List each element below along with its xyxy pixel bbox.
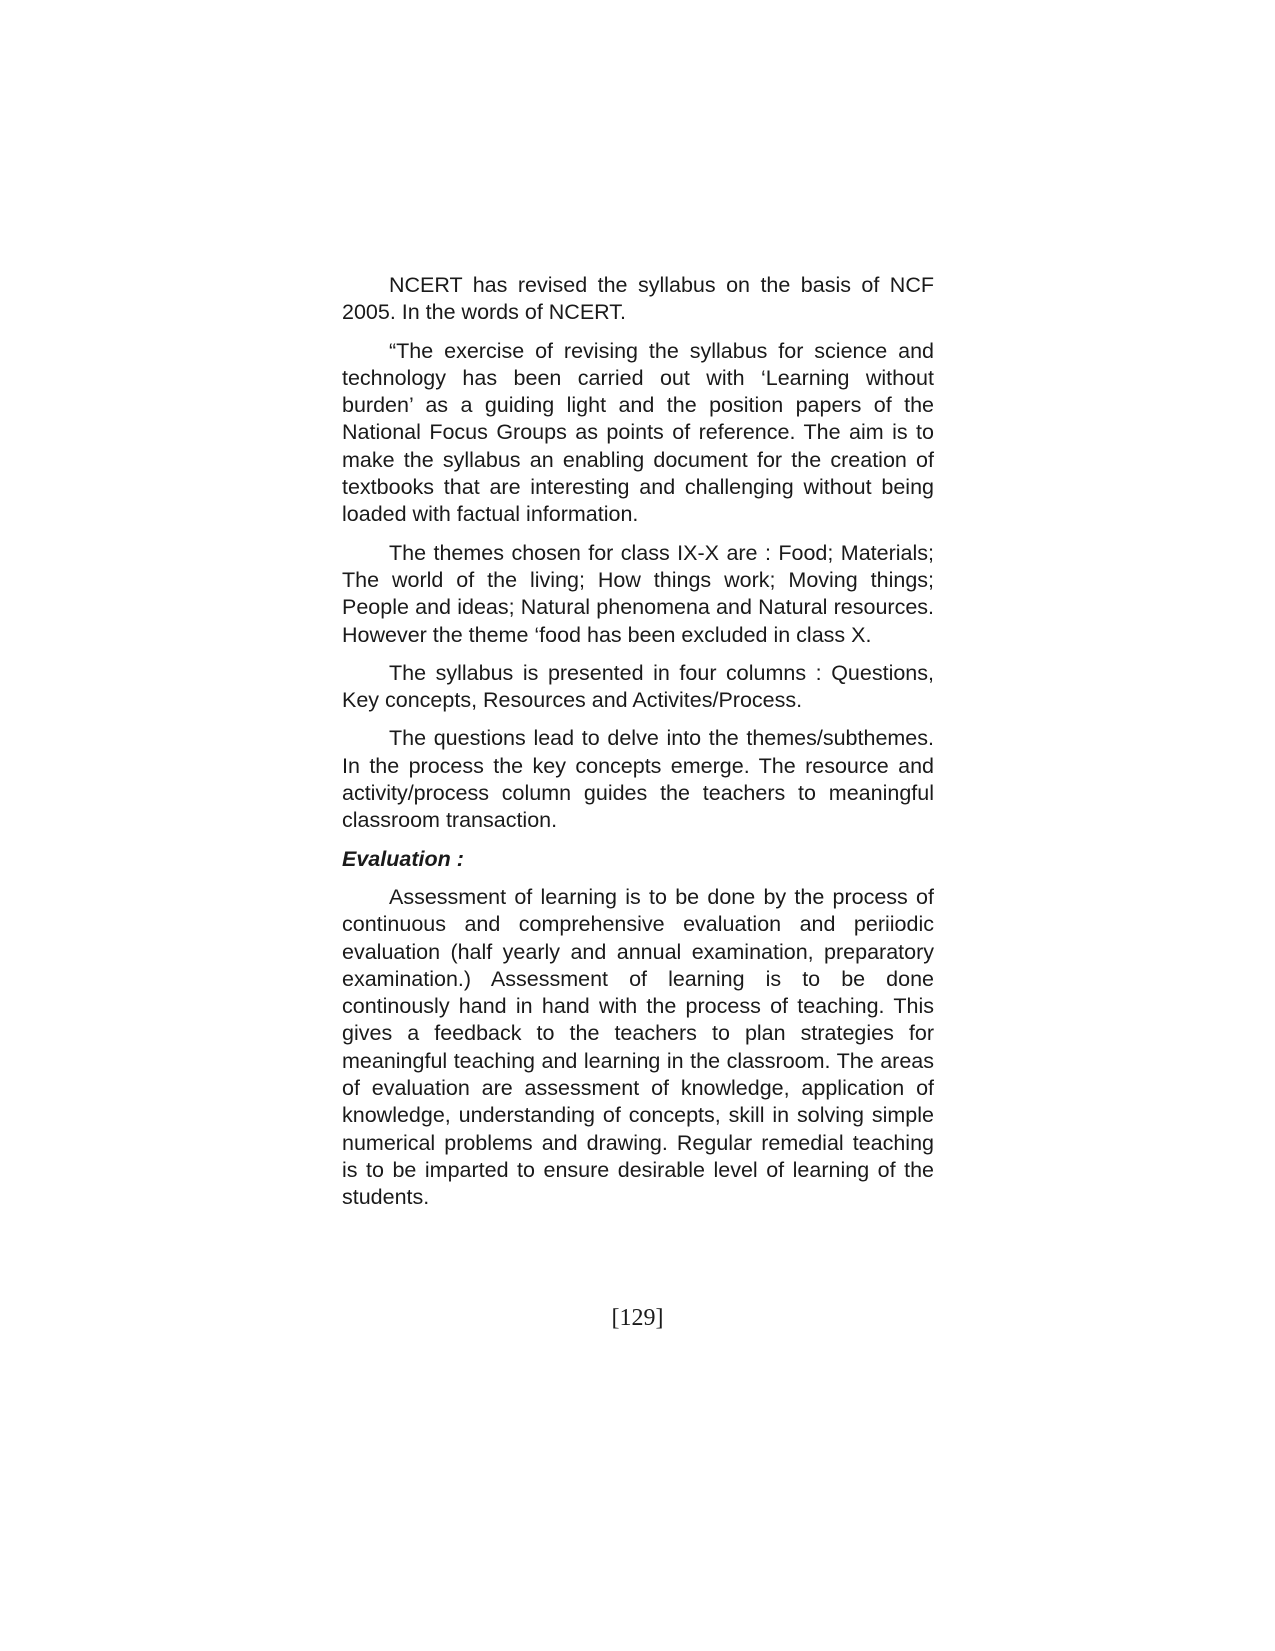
- paragraph-themes: The themes chosen for class IX-X are : Food; Materials; The world of the living; How things work; Moving things; People and ideas; Natural phenomena and Natural resources. However the theme ‘food has been excluded in class X.: [342, 540, 934, 647]
- paragraph-ncert-intro: NCERT has revised the syllabus on the basis of NCF 2005. In the words of NCERT.: [342, 273, 934, 325]
- page-number: [129]: [611, 1305, 664, 1331]
- evaluation-heading: Evaluation :: [342, 846, 464, 871]
- paragraph-columns: The syllabus is presented in four columns : Questions, Key concepts, Resources and Activites/Process.: [342, 660, 934, 713]
- text-column: [342, 272, 934, 1223]
- paragraph-questions: The questions lead to delve into the themes/subthemes. In the process the key concepts emerge. The resource and activity/process column guides the teachers to meaningful classroom transaction.: [342, 726, 934, 833]
- paragraph-ncert-quote: “The exercise of revising the syllabus for science and technology has been carried out with ‘Learning without burden’ as a guiding light and the position papers of the National Focus Groups as points of reference. The aim is to make the syllabus an enabling document for the creation of textbooks that are interesting and challenging without being loaded with factual information.: [342, 338, 934, 527]
- paragraph-evaluation: Assessment of learning is to be done by the process of continuous and comprehensive evaluation and periiodic evaluation (half yearly and annual examination, preparatory examination.) Assessment of learning is to be done continously hand in hand with the process of teaching. This gives a feedback to the teachers to plan strategies for meaningful teaching and learning in the classroom. The areas of evaluation are assessment of knowledge, application of knowledge, understanding of concepts, skill in solving simple numerical problems and drawing. Regular remedial teaching is to be imparted to ensure desirable level of learning of the students.: [342, 884, 934, 1210]
